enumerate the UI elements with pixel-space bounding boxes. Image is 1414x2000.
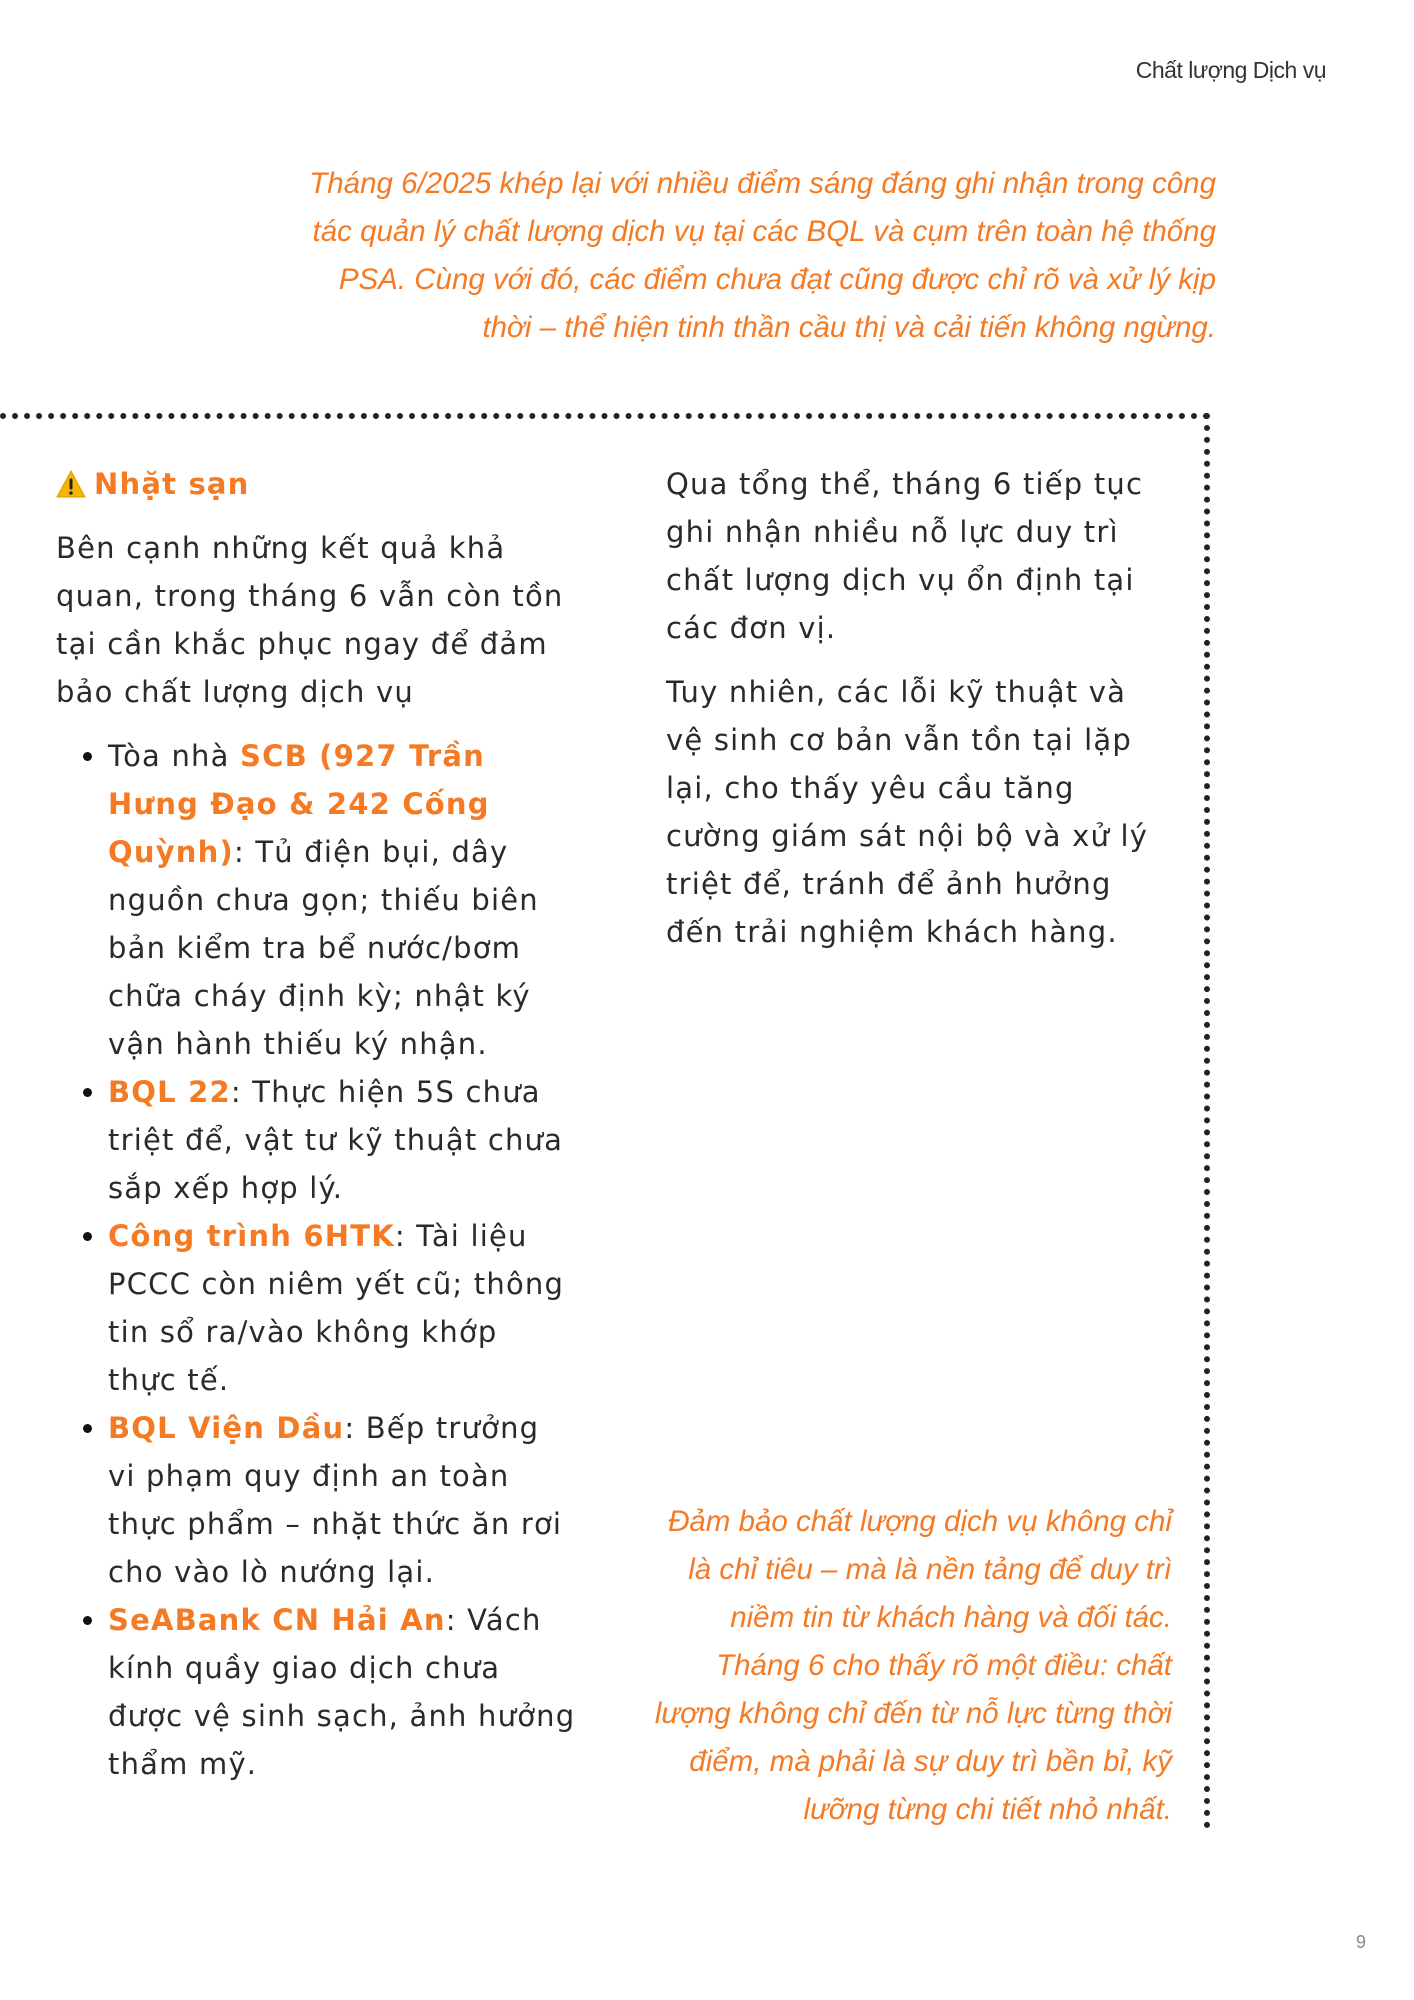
item-text: : Tài liệu PCCC còn niêm yết cũ; thông tin sổ ra/vào không khớp thực tế. (108, 1219, 565, 1397)
page-number: 9 (1355, 1932, 1366, 1952)
item-highlight: SCB (927 Trần Hưng Đạo & 242 Cống Quỳnh) (108, 739, 490, 869)
summary-paragraph-1: Qua tổng thể, tháng 6 tiếp tục ghi nhận nhiều nỗ lực duy trì chất lượng dịch vụ ổn định tại các đơn vị. (666, 467, 1144, 645)
section-header: Chất lượng Dịch vụ (1135, 57, 1326, 83)
warning-icon (56, 470, 86, 498)
list-item (108, 1212, 576, 1404)
warning-title: Nhặt sạn (94, 467, 250, 501)
issues-list (56, 732, 576, 1788)
list-item (108, 732, 576, 1068)
intro-paragraph: Tháng 6/2025 khép lại với nhiều điểm sáng đáng ghi nhận trong công tác quản lý chất lượng dịch vụ tại các BQL và cụm trên toàn hệ thống PSA. Cùng với đó, các điểm chưa đạt cũng được chỉ rõ và xử lý kịp thời – thể hiện tinh thần cầu thị và cải tiến không ngừng. (309, 167, 1216, 344)
summary-paragraph-2: Tuy nhiên, các lỗi kỹ thuật và vệ sinh cơ bản vẫn tồn tại lặp lại, cho thấy yêu cầu tăng cường giám sát nội bộ và xử lý triệt để, tránh để ảnh hưởng đến trải nghiệm khách hàng. (666, 675, 1149, 949)
list-item (108, 1404, 576, 1596)
item-text: : Thực hiện 5S chưa triệt để, vật tư kỹ thuật chưa sắp xếp hợp lý. (108, 1075, 564, 1205)
item-highlight: BQL Viện Dầu (108, 1411, 345, 1445)
item-highlight: BQL 22 (108, 1075, 231, 1109)
closing-quote: Đảm bảo chất lượng dịch vụ không chỉ là chỉ tiêu – mà là nền tảng để duy trì niềm tin từ khách hàng và đối tác. Tháng 6 cho thấy rõ một điều: chất lượng không chỉ đến từ nỗ lực từng thời điểm, mà phải là sự duy trì bền bỉ, kỹ lưỡng từng chi tiết nhỏ nhất. (654, 1505, 1172, 1826)
item-highlight: Công trình 6HTK (108, 1219, 395, 1253)
list-item (108, 1596, 576, 1788)
item-text: : Tủ điện bụi, dây nguồn chưa gọn; thiếu biên bản kiểm tra bể nước/bơm chữa cháy định kỳ; nhật ký vận hành thiếu ký nhận. (108, 835, 539, 1061)
summary-column (666, 460, 1166, 972)
issues-intro: Bên cạnh những kết quả khả quan, trong tháng 6 vẫn còn tồn tại cần khắc phục ngay để đảm bảo chất lượng dịch vụ (56, 531, 564, 709)
item-text: : Vách kính quầy giao dịch chưa được vệ sinh sạch, ảnh hưởng thẩm mỹ. (108, 1603, 576, 1781)
item-highlight: SeABank CN Hải An (108, 1603, 446, 1637)
item-prefix: Tòa nhà (108, 739, 241, 773)
list-item (108, 1068, 576, 1212)
issues-column (56, 460, 576, 1788)
item-text: : Bếp trưởng vi phạm quy định an toàn thực phẩm – nhặt thức ăn rơi cho vào lò nướng lại. (108, 1411, 563, 1589)
warning-heading (56, 460, 576, 508)
